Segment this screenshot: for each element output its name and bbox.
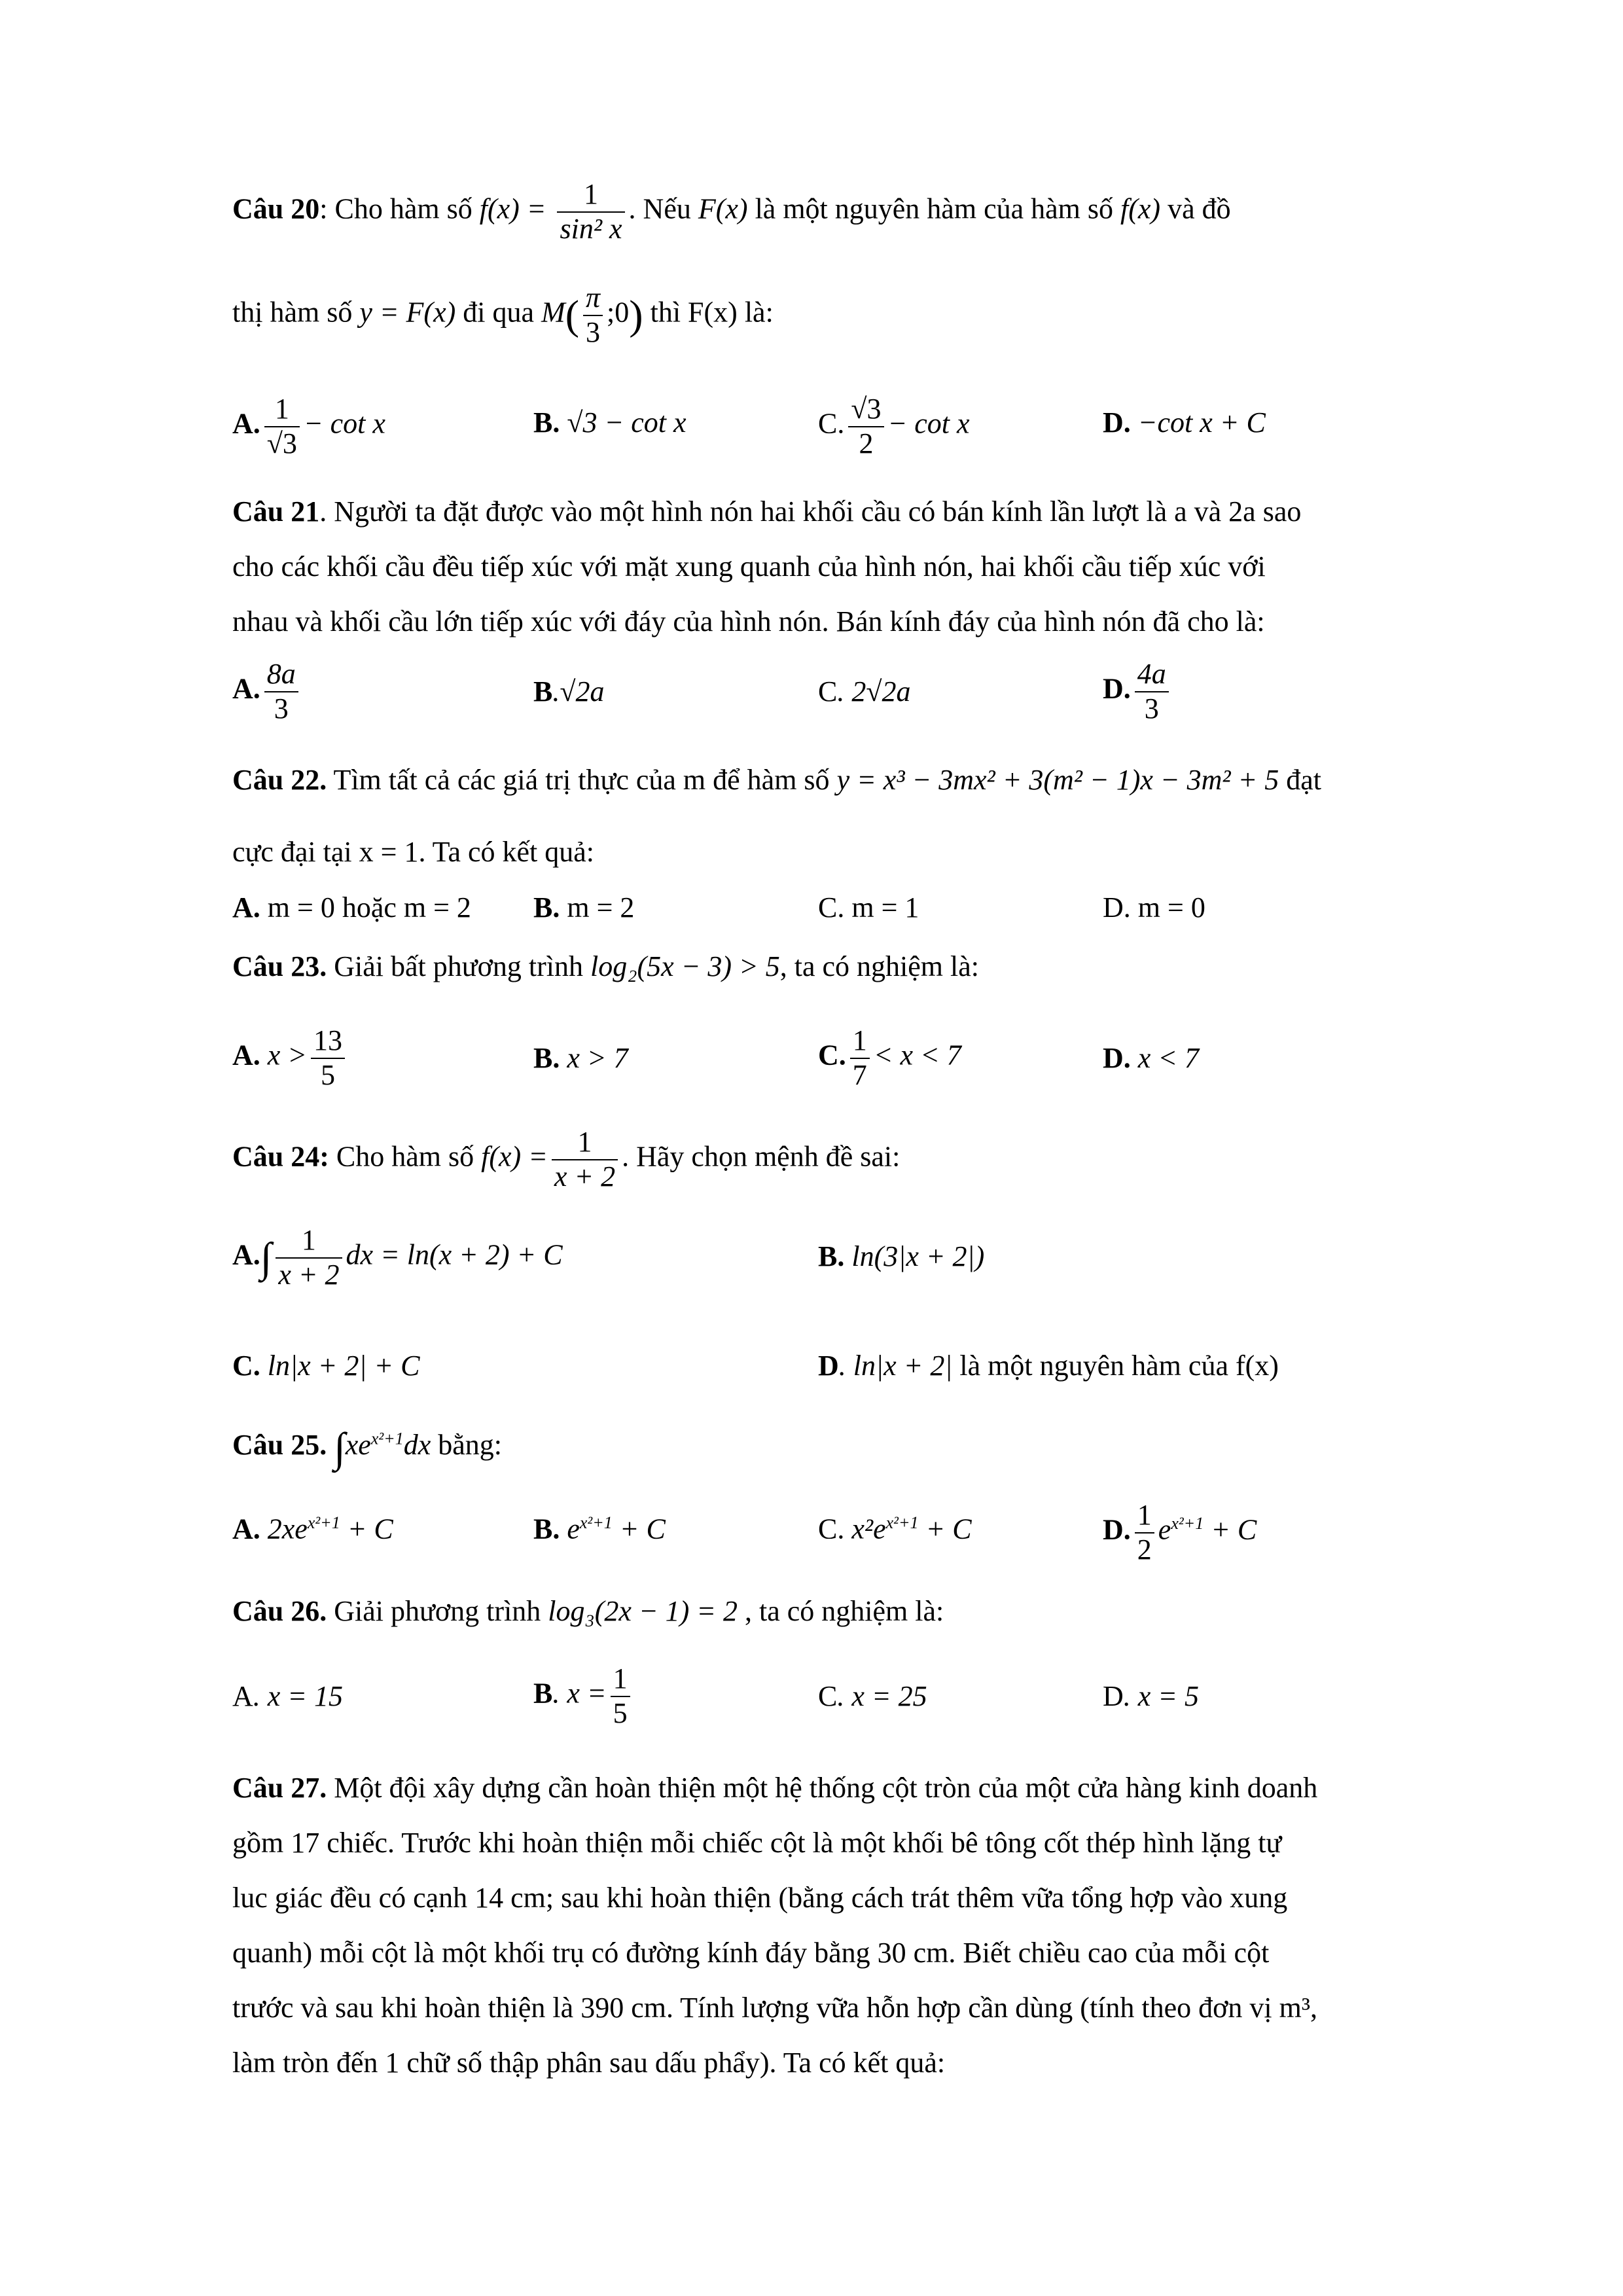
q27-paragraph: Câu 27. Một đội xây dựng cần hoàn thiện một hệ thống cột tròn của một cửa hàng kinh doanh gồm 17 chiếc. Trước khi hoàn thiện mỗi chiếc cột là một khối bê tông cốt thép hình lặng tự luc giác đều có cạnh 14 cm; sau khi hoàn thiện (bằng cách trát thêm vữa tổng hợp vào xung quanh) mỗi cột là một khối trụ có đường kính đáy bằng 30 cm. Biết chiều cao của mỗi cột trước và sau khi hoàn thiện là 390 cm. Tính lượng vữa hỗn hợp cần dùng (tính theo đơn vị m³, làm tròn đến 1 chữ số thập phân sau dấu phẩy). Ta có kết quả: — [232, 1772, 1318, 2079]
q23-number: Câu 23. — [232, 950, 327, 982]
q20-line-1: Câu 20: Cho hàm số f(x) = $\frac{1}{\text{sin² x}}$ . Nếu F(x) là một nguyên hàm của hàm số f(x) và đồ — [232, 178, 1231, 245]
q24-number: Câu 24: — [232, 1140, 329, 1173]
q26-number: Câu 26. — [232, 1595, 327, 1627]
q25-line: Câu 25. $\int xe^{x^2+1}dx$ bằng: — [232, 1424, 503, 1471]
q24-fraction: $\frac{1}{x + 2}$ — [552, 1126, 618, 1193]
q26-option-c: C. x = 25 — [818, 1680, 927, 1712]
q21-option-d: D. $\frac{4a}{3}$ — [1103, 658, 1173, 725]
q20-options — [232, 393, 1518, 459]
q21-option-b: B.√2a — [533, 675, 605, 708]
q26-formula: log₃(2x − 1) = 2 — [548, 1595, 738, 1627]
q20-line-2: thị hàm số y = F(x) đi qua M( $\frac{\pi}{3}$ ;0) thì F(x) là: — [232, 281, 774, 348]
q26-option-d: D. x = 5 — [1103, 1680, 1200, 1712]
q22-options — [232, 893, 1518, 933]
q23-option-d: D. x < 7 — [1103, 1042, 1200, 1074]
q23-options — [232, 1024, 1518, 1096]
q23-line: Câu 23. Giải bất phương trình log₂(5x − 3) > 5, ta có nghiệm là: — [232, 950, 979, 982]
q20-option-d: D. −cot x + C — [1103, 406, 1266, 439]
q23-option-b: B. x > 7 — [533, 1042, 628, 1074]
q22-formula: y = x³ − 3mx² + 3(m² − 1)x − 3m² + 5 — [836, 764, 1279, 796]
q21-option-a: A. $\frac{8a}{3}$ — [232, 658, 302, 725]
q20-option-c: C. $\frac{√3}{2}$ − cot x — [818, 393, 970, 459]
q26-line: Câu 26. Giải phương trình log₃(2x − 1) = 2 , ta có nghiệm là: — [232, 1595, 944, 1627]
q22-option-d: D. m = 0 — [1103, 891, 1205, 924]
q22-line-2: cực đại tại x = 1. Ta có kết quả: — [232, 836, 595, 868]
q22-option-c: C. m = 1 — [818, 891, 919, 924]
q24-options-row-1 — [232, 1224, 1518, 1296]
q22-option-a: A. m = 0 hoặc m = 2 — [232, 891, 471, 924]
q20-fraction: $\frac{1}{\text{sin² x}}$ — [557, 178, 624, 245]
q22-option-b: B. m = 2 — [533, 891, 635, 924]
q25-option-b: B. $e^{x^2+1} + C$ — [533, 1513, 666, 1545]
q25-option-c: C. $x^2e^{x^2+1} + C$ — [818, 1513, 972, 1545]
q23-formula: log₂(5x − 3) > 5 — [590, 950, 780, 982]
q20-option-b: B. √3 − cot x — [533, 406, 687, 439]
q25-option-a: A. $2xe^{x^2+1} + C$ — [232, 1513, 393, 1545]
q22-number: Câu 22. — [232, 764, 327, 796]
q20-fx: f(x) = — [479, 192, 546, 225]
q27-number: Câu 27. — [232, 1772, 327, 1804]
q20-option-a: A. $\frac{1}{√3}$ − cot x — [232, 393, 385, 459]
q24-option-c: C. ln|x + 2| + C — [232, 1350, 420, 1382]
q24-option-a: A.∫ $\frac{1}{x + 2}$ dx = ln(x + 2) + C — [232, 1224, 563, 1291]
q20-number: Câu 20 — [232, 192, 320, 225]
q24-option-d: D. ln|x + 2| là một nguyên hàm của f(x) — [818, 1350, 1279, 1382]
q25-number: Câu 25. — [232, 1429, 327, 1462]
q26-options — [232, 1662, 1518, 1734]
q26-option-a: A. x = 15 — [232, 1680, 344, 1712]
q21-number: Câu 21 — [232, 495, 320, 528]
q22-line-1: Câu 22. Tìm tất cả các giá trị thực của m để hàm số y = x³ − 3mx² + 3(m² − 1)x − 3m² + 5 đạt — [232, 764, 1321, 796]
q21-option-c: C. 2√2a — [818, 675, 911, 708]
q23-option-c: C. $\frac{1}{7}$ < x < 7 — [818, 1024, 961, 1091]
q21-options — [232, 658, 1518, 730]
q25-option-d: D. $\frac{1}{2}$ $e^{x^2+1} + C$ — [1103, 1499, 1257, 1566]
q26-option-b: B. x = $\frac{1}{5}$ — [533, 1662, 634, 1730]
q24-option-b: B. ln(3|x + 2|) — [818, 1240, 985, 1272]
q23-option-a: A. x > $\frac{13}{5}$ — [232, 1024, 349, 1092]
q20-pi-fraction: $\frac{\pi}{3}$ — [583, 281, 603, 349]
q24-line: Câu 24: Cho hàm số f(x) = $\frac{1}{x + 2}$ . Hãy chọn mệnh đề sai: — [232, 1126, 901, 1193]
q21-paragraph: Câu 21. Người ta đặt được vào một hình nón hai khối cầu có bán kính lần lượt là a và 2a sao cho các khối cầu đều tiếp xúc với mặt xung quanh của hình nón, hai khối cầu tiếp xúc với nhau và khối cầu lớn tiếp xúc với đáy của hình nón. Bán kính đáy của hình nón đã cho là: — [232, 495, 1302, 637]
q25-options — [232, 1499, 1518, 1571]
